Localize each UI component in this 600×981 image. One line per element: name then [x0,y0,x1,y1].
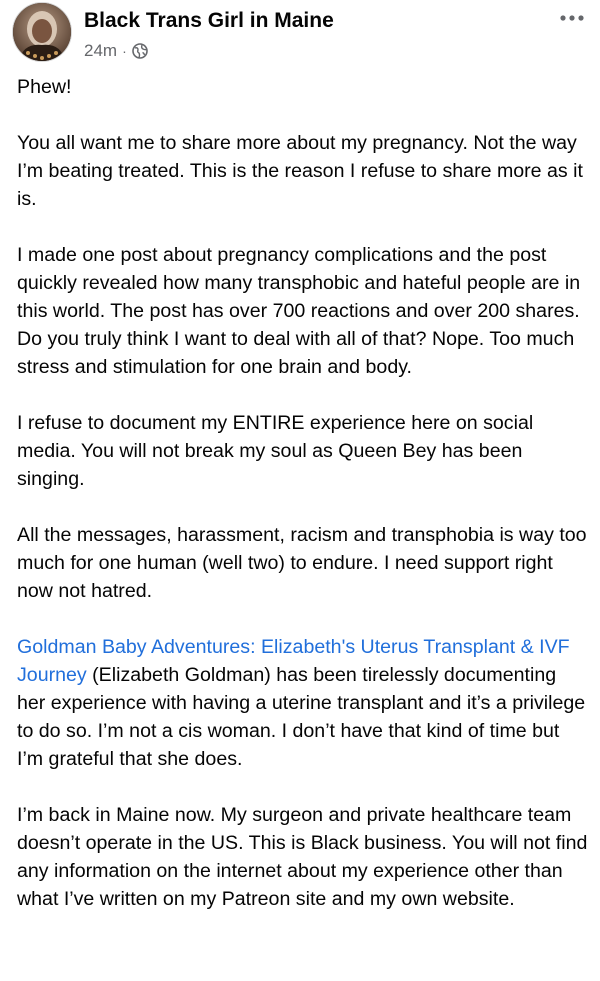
meta-separator: · [122,43,127,59]
author-name[interactable]: Black Trans Girl in Maine [84,9,334,32]
post-paragraph: You all want me to share more about my pregnancy. Not the way I’m beating treated. This is the reason I refuse to share more as it is. [17,132,583,210]
post-paragraph: All the messages, harassment, racism and transphobia is way too much for one human (well two) to endure. I need support right now not hatred. [17,524,587,602]
post-paragraph-tagged [17,633,589,773]
post-body [17,73,589,941]
author-avatar[interactable] [12,2,72,62]
more-options-button[interactable] [556,6,588,30]
more-options-icon [560,15,584,21]
avatar-image [13,3,71,61]
post-paragraph: I refuse to document my ENTIRE experience here on social media. You will not break my soul as Queen Bey has been singing. [17,412,534,490]
tagged-page-link[interactable]: Goldman Baby Adventures: Elizabeth's Uterus Transplant & IVF Journey [17,636,570,686]
post-header [0,0,600,70]
post-paragraph: Phew! [17,76,72,98]
post-timestamp[interactable]: 24m [84,41,118,60]
tagged-paragraph-text: (Elizabeth Goldman) has been tirelessly documenting her experience with having a uterine transplant and it’s a privilege to do so. I’m not a cis woman. I don’t have that kind of time but I’m grateful that she does. [17,664,586,770]
post-meta [84,40,148,62]
post-paragraph: I’m back in Maine now. My surgeon and private healthcare team doesn’t operate in the US. This is Black business. You will not find any information on the internet about my experience other than what I’ve written on my Patreon site and my own website. [17,804,588,910]
post-paragraph: I made one post about pregnancy complications and the post quickly revealed how many transphobic and hateful people are in this world. The post has over 700 reactions and over 200 shares. Do you truly think I want to deal with all of that? Nope. Too much stress and stimulation for one brain and body. [17,244,581,378]
globe-icon[interactable] [132,43,148,59]
